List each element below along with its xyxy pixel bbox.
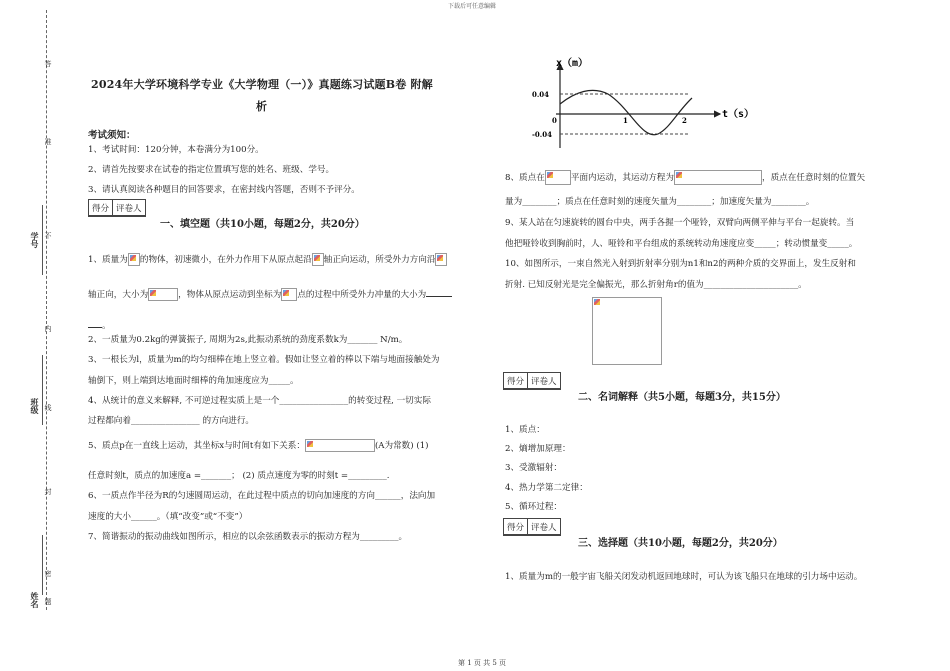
score-box: 得分 评卷人 bbox=[503, 518, 561, 536]
question-3-line2: 轴倒下，则上端到达地面时细棒的角加速度应为_____。 bbox=[88, 376, 299, 386]
question-1-line3: 。 bbox=[88, 318, 111, 331]
graph-y-tick-top: 0.04 bbox=[532, 90, 550, 99]
margin-marker-ti: 题 bbox=[44, 598, 52, 605]
term-4: 4、热力学第二定律： bbox=[505, 483, 588, 493]
section-heading-choice: 三、选择题（共10小题，每题2分，共20分） bbox=[578, 538, 783, 549]
exam-title-line1: 2024年大学环境科学专业《大学物理（一）》真题练习试题B卷 附解 bbox=[91, 78, 433, 91]
header-note: 下载后可任意编辑 bbox=[448, 3, 497, 10]
section-heading-terms: 二、名词解释（共5小题，每题3分，共15分） bbox=[578, 392, 786, 403]
grader-label: 评卷人 bbox=[112, 200, 145, 216]
class-label: 班级 bbox=[30, 398, 40, 414]
choice-question-1: 1、质量为m的一般宇宙飞船关闭发动机返回地球时，可认为该飞船只在地球的引力场中运动。 bbox=[505, 572, 863, 582]
page-number: 第 1 页 共 5 页 bbox=[458, 659, 507, 667]
binding-solid-line-3 bbox=[42, 535, 43, 595]
margin-marker-zhun: 准 bbox=[44, 138, 52, 145]
question-2: 2、一质量为0.2kg的弹簧振子, 周期为2s,此振动系统的劲度系数k为_______ N/m。 bbox=[88, 335, 408, 345]
margin-marker-da: 答 bbox=[44, 60, 52, 67]
formula-image bbox=[312, 253, 324, 266]
question-10-line2: 折射. 已知反射光是完全偏振光，那么折射角r的值为______________________。 bbox=[505, 280, 807, 290]
graph-y-tick-bottom: -0.04 bbox=[532, 130, 552, 139]
question-8-line1: 8、质点在 平面内运动，其运动方程为 ，质点在任意时刻的位置矢 bbox=[505, 170, 865, 185]
question-1-line2: 轴正向，大小为 ，物体从原点运动到坐标为 点的过程中所受外力冲量的大小为 bbox=[88, 287, 452, 301]
graph-x-tick-1: 1 bbox=[623, 116, 628, 125]
formula-image bbox=[281, 288, 297, 301]
graph-origin: 0 bbox=[552, 116, 557, 125]
question-9-line1: 9、某人站在匀速旋转的圆台中央，两手各握一个哑铃，双臂向两侧平伸与平台一起旋转。当 bbox=[505, 218, 855, 228]
formula-image bbox=[305, 439, 375, 452]
question-8-line2: 量为________；质点在任意时刻的速度矢量为________；加速度矢量为________。 bbox=[505, 197, 815, 207]
notice-item-1: 1、考试时间：120分钟，本卷满分为100分。 bbox=[88, 145, 264, 155]
question-5-line1: 5、质点p在一直线上运动，其坐标x与时间t有如下关系： (A为常数) (1) bbox=[88, 441, 429, 451]
question-5-line2: 任意时刻t，质点的加速度a =_______； (2) 质点速度为零的时刻t =_________. bbox=[88, 471, 390, 481]
refraction-figure bbox=[592, 297, 662, 365]
image-placeholder-icon bbox=[593, 298, 602, 307]
score-box bbox=[88, 199, 146, 217]
binding-dashed-line bbox=[46, 10, 47, 610]
graph-x-tick-2: 2 bbox=[682, 116, 687, 125]
name-label: 姓名 bbox=[30, 592, 40, 608]
formula-image bbox=[128, 253, 140, 266]
section-heading-fill-blank: 一、填空题（共10小题，每题2分，共20分） bbox=[160, 219, 365, 230]
score-label: 得分 bbox=[92, 204, 110, 214]
margin-marker-feng: 封 bbox=[44, 488, 52, 495]
question-4-line1: 4、从统计的意义来解释, 不可逆过程实质上是一个________________的转变过程, 一切实际 bbox=[88, 396, 431, 406]
question-6-line1: 6、一质点作半径为R的匀速圆周运动，在此过程中质点的切向加速度的方向______，法向加 bbox=[88, 491, 436, 501]
graph-x-label: t（s） bbox=[722, 109, 755, 120]
answer-blank[interactable] bbox=[88, 318, 102, 328]
term-3: 3、受激辐射： bbox=[505, 463, 563, 473]
binding-solid-line-1 bbox=[42, 205, 43, 275]
question-9-line2: 他把哑铃收到胸前时，人、哑铃和平台组成的系统转动角速度应变_____；转动惯量变_____。 bbox=[505, 239, 858, 249]
margin-marker-bu: 不 bbox=[44, 232, 52, 239]
notice-heading: 考试须知： bbox=[88, 130, 136, 141]
question-1-line1: 1、质量为 的物体，初速微小，在外力作用下从原点起沿 轴正向运动，所受外力方向沿 bbox=[88, 253, 447, 266]
formula-image bbox=[545, 170, 571, 185]
answer-blank[interactable] bbox=[426, 287, 452, 297]
question-7: 7、简谐振动的振动曲线如图所示，相应的以余弦函数表示的振动方程为_________。 bbox=[88, 532, 408, 542]
oscillation-graph bbox=[530, 56, 770, 152]
formula-image bbox=[674, 170, 762, 185]
term-1: 1、质点： bbox=[505, 425, 545, 435]
exam-title-line2: 析 bbox=[256, 100, 268, 113]
displacement-curve bbox=[560, 90, 692, 134]
student-id-label: 学号 bbox=[30, 232, 40, 248]
notice-item-2: 2、请首先按要求在试卷的指定位置填写您的姓名、班级、学号。 bbox=[88, 165, 335, 175]
graph-y-label: x（m） bbox=[556, 58, 589, 69]
margin-marker-xian: 线 bbox=[44, 404, 52, 411]
binding-solid-line-2 bbox=[42, 355, 43, 425]
term-2: 2、熵增加原理： bbox=[505, 444, 571, 454]
question-3-line1: 3、一根长为l，质量为m的均匀细棒在地上竖立着。假如让竖立着的棒以下端与地面接触处为 bbox=[88, 355, 440, 365]
margin-marker-mi: 密 bbox=[44, 570, 52, 577]
formula-image bbox=[435, 253, 447, 266]
term-5: 5、循环过程： bbox=[505, 502, 563, 512]
formula-image bbox=[148, 288, 178, 301]
margin-marker-nei: 内 bbox=[44, 325, 52, 332]
question-10-line1: 10、如图所示，一束自然光入射到折射率分别为n1和n2的两种介质的交界面上，发生反射和 bbox=[505, 259, 856, 269]
question-6-line2: 速度的大小______。（填“改变”或“不变”） bbox=[88, 512, 248, 522]
score-box: 得分 评卷人 bbox=[503, 372, 561, 390]
question-4-line2: 过程都向着________________ 的方向进行。 bbox=[88, 416, 255, 426]
notice-item-3: 3、请认真阅读各种题目的回答要求，在密封线内答题，否则不予评分。 bbox=[88, 185, 360, 195]
